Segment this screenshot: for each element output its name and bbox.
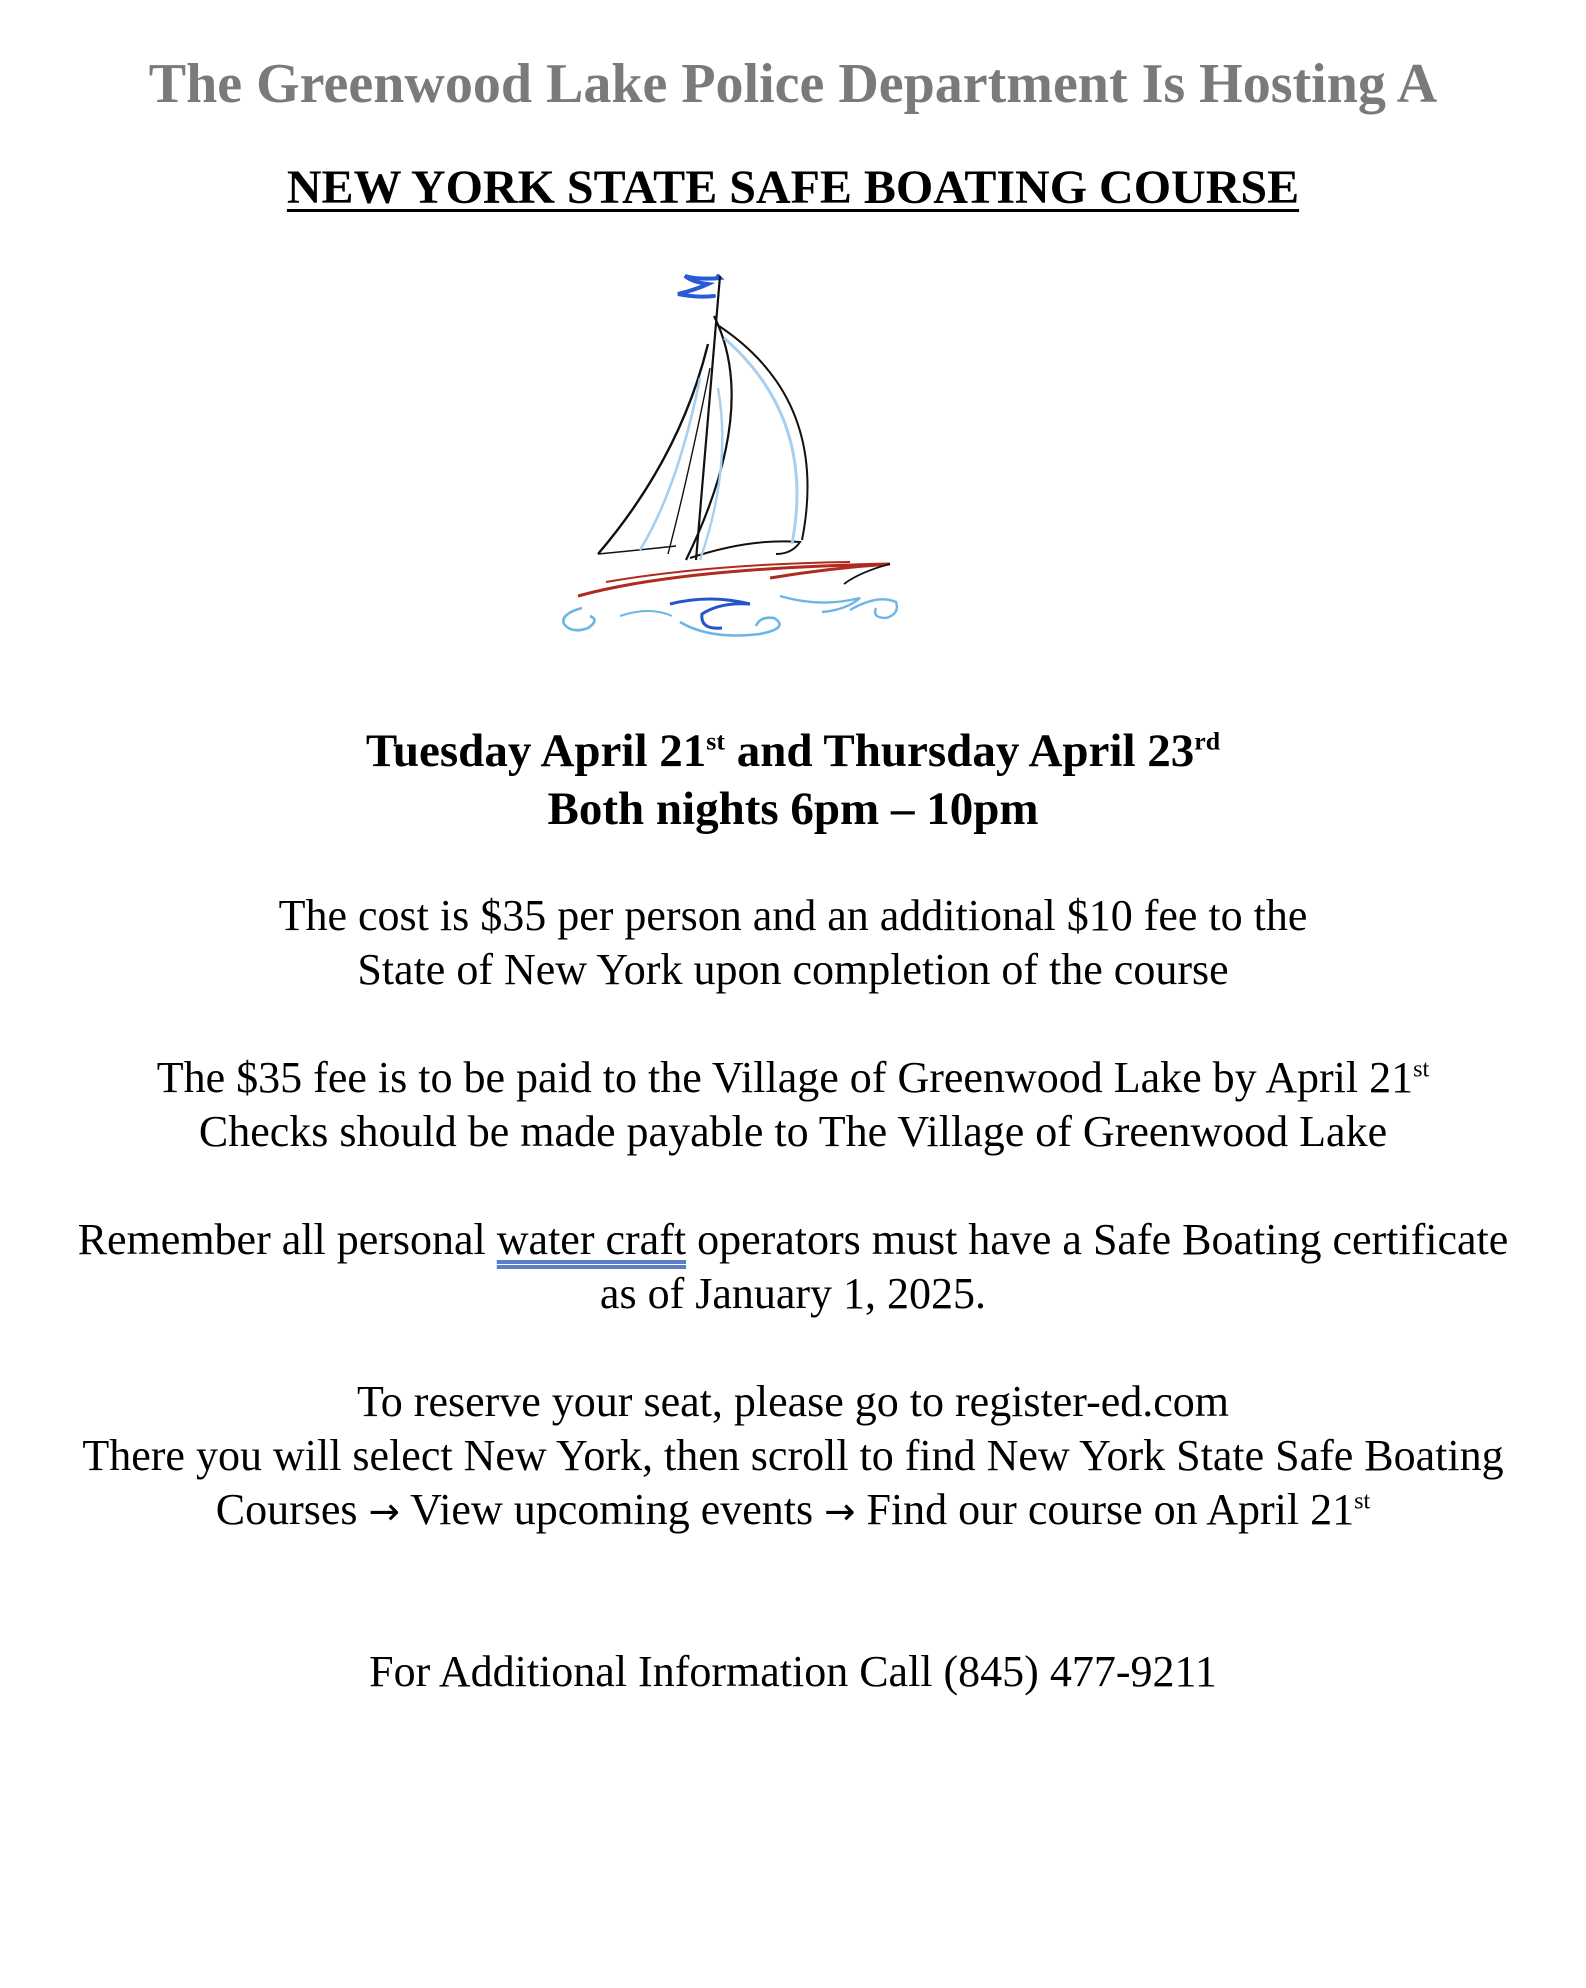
- payment-suffix: st: [1413, 1055, 1430, 1083]
- reminder-line-1: [0, 1214, 1586, 1265]
- arrow-right-icon: →: [368, 1489, 400, 1533]
- registration-steps: [0, 1484, 1586, 1535]
- reminder-line-2: as of January 1, 2025.: [599, 1269, 987, 1318]
- step-find-course: Find our course on April 21: [855, 1485, 1355, 1534]
- schedule-dates: [0, 724, 1586, 778]
- contact-line: For Additional Information Call (845) 477-9211: [369, 1647, 1217, 1696]
- wave-low: [620, 611, 672, 616]
- water-craft-term: water craft: [496, 1215, 687, 1264]
- jib-outline: [598, 344, 708, 554]
- connector-text: and Thursday April 23: [724, 725, 1195, 777]
- payment-line-2: Checks should be made payable to The Village of Greenwood Lake: [198, 1107, 1388, 1156]
- reminder-prefix: Remember all personal: [77, 1215, 497, 1264]
- flag-shape: [678, 276, 720, 297]
- jib-foot: [598, 546, 676, 554]
- reminder-suffix: operators must have a Safe Boating certificate: [686, 1215, 1509, 1264]
- schedule-hours: Both nights 6pm – 10pm: [547, 783, 1039, 835]
- host-title: The Greenwood Lake Police Department Is Hosting A: [148, 53, 1438, 115]
- sail-shadow: [724, 338, 797, 544]
- payment-line-1: [0, 1052, 1586, 1103]
- wave-left: [563, 608, 594, 630]
- course-title-text: NEW YORK STATE SAFE BOATING COURSE: [286, 161, 1300, 214]
- sailboat-icon: [560, 268, 1020, 668]
- hull-line: [578, 564, 890, 596]
- wave-mid-2: [680, 618, 780, 636]
- cost-line-1: The cost is $35 per person and an additional $10 fee to the: [278, 891, 1308, 940]
- step-courses: Courses: [215, 1485, 369, 1534]
- registration-line-2: There you will select New York, then scroll to find New York State Safe Boating: [82, 1431, 1504, 1480]
- sail-shadow-2: [640, 378, 700, 550]
- day2-suffix: rd: [1194, 726, 1221, 756]
- wave-far-right: [850, 599, 897, 618]
- registration-line-1: To reserve your seat, please go to register-ed.com: [356, 1377, 1230, 1426]
- course-title: [0, 160, 1586, 215]
- day1-text: Tuesday April 21: [365, 725, 707, 777]
- payment-text: The $35 fee is to be paid to the Village of Greenwood Lake by April 21: [156, 1053, 1414, 1102]
- main-sail-outline: [686, 316, 732, 560]
- step-find-suffix: st: [1354, 1487, 1371, 1515]
- wave-right: [780, 596, 860, 612]
- step-upcoming: View upcoming events: [399, 1485, 825, 1534]
- day1-suffix: st: [706, 726, 725, 756]
- arrow-right-icon: →: [824, 1489, 856, 1533]
- cost-line-2: State of New York upon completion of the course: [357, 945, 1229, 994]
